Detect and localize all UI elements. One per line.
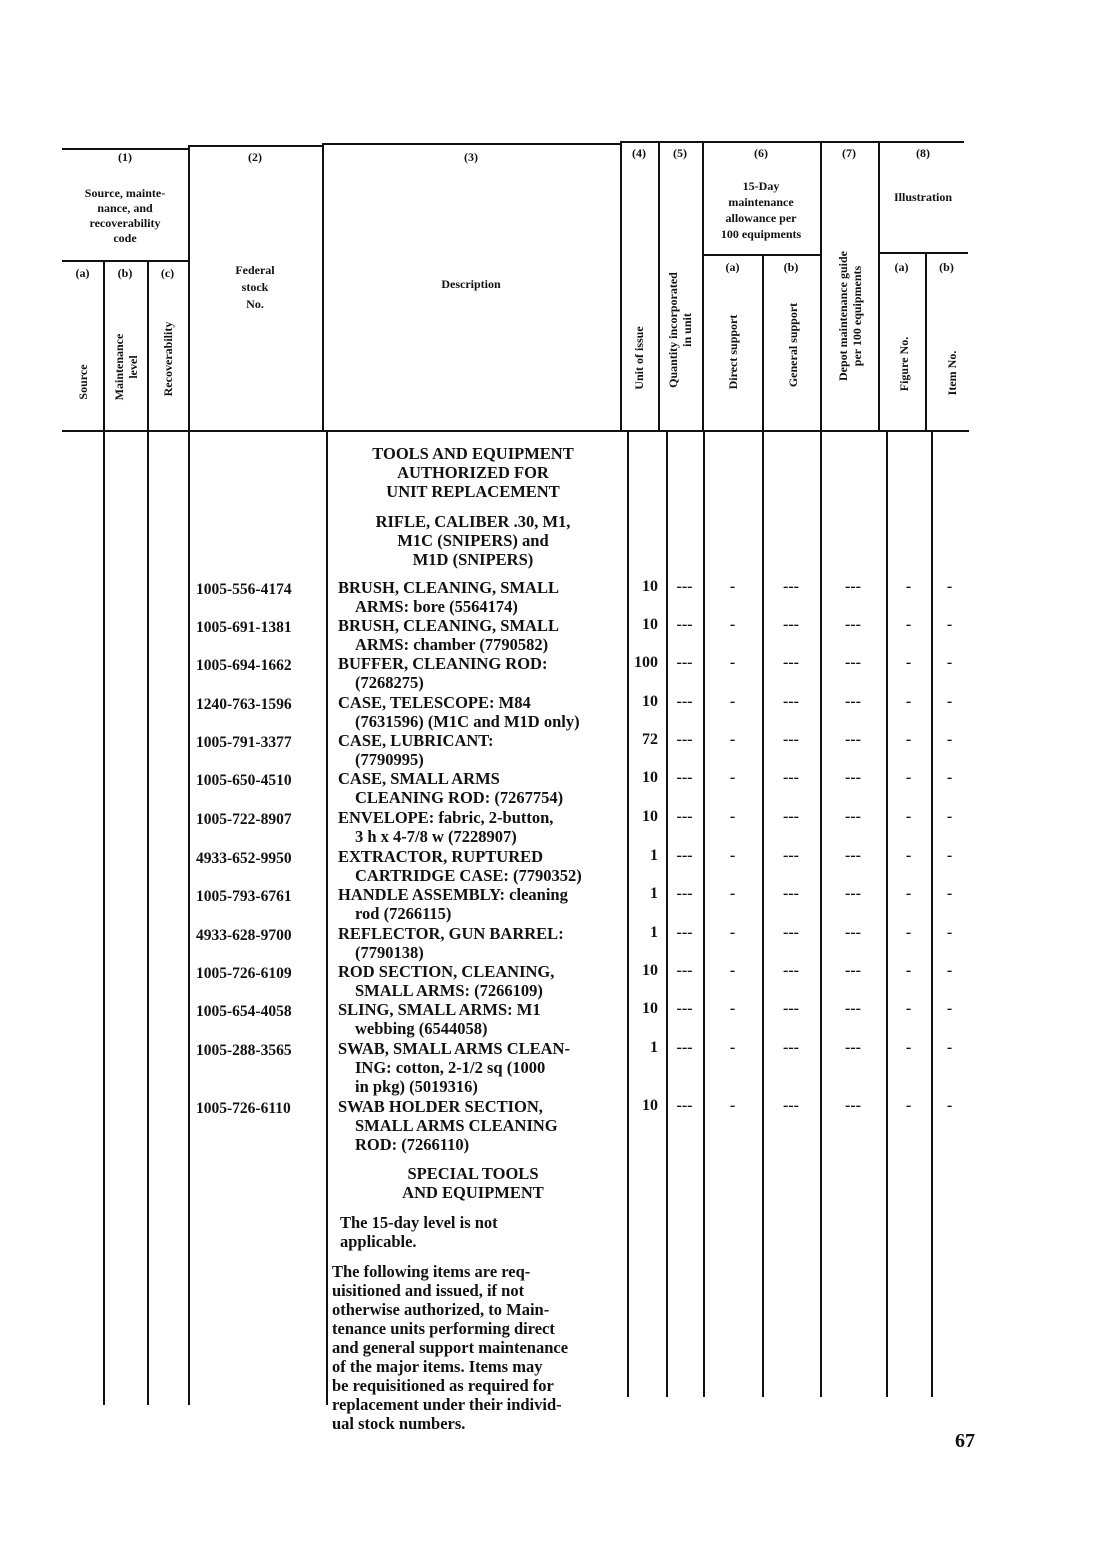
depot-guide-dash: --- [845,1000,861,1017]
stock-number: 1005-726-6109 [196,965,292,982]
stock-number: 1240-763-1596 [196,696,292,713]
vline-b-9 [820,432,822,1397]
col8b-label: Item No. [945,350,959,396]
col8a-number: (a) [894,260,909,274]
note-requisition: The following items are req- uisitioned and issued, if not otherwise authorized, to Main- tenance units performing direct and general support maintenance of the major items. Items may be requisitioned as required for replacement under their individ- ual stock numbers. [332,1262,569,1433]
item-description [338,616,628,654]
vline-h-1c [147,260,149,432]
item-dash: - [946,654,953,671]
figure-dash: - [905,808,912,825]
stock-number: 4933-628-9700 [196,927,292,944]
direct-support-dash: - [729,578,736,595]
item-dash: - [946,616,953,633]
unit-of-issue: 1 [650,885,658,902]
description-line: CASE, LUBRICANT: [338,731,494,750]
unit-of-issue: 10 [642,578,658,595]
col5-label: Quantity incorporated in unit [666,272,694,388]
item-dash: - [946,693,953,710]
col1a-number: (a) [75,266,90,280]
unit-of-issue: 10 [642,616,658,633]
description-line: (7268275) [355,673,424,692]
item-description [338,924,628,962]
section-subtitle-rifle: RIFLE, CALIBER .30, M1, M1C (SNIPERS) and M1D (SNIPERS) [375,512,571,569]
vline-b-4 [326,432,328,1405]
vline-h-6b [762,254,764,432]
description-line: BUFFER, CLEANING ROD: [338,654,548,673]
unit-of-issue: 100 [634,654,658,671]
item-description [338,578,628,616]
item-description [338,769,628,807]
figure-dash: - [905,962,912,979]
direct-support-dash: - [729,1097,736,1114]
quantity-dash: --- [676,731,693,748]
quantity-dash: --- [676,693,693,710]
quantity-dash: --- [676,924,693,941]
quantity-dash: --- [676,847,693,864]
description-line: EXTRACTOR, RUPTURED [338,847,544,866]
rule-top-col3 [322,143,622,145]
col1a-label: Source [76,364,90,400]
direct-support-dash: - [729,924,736,941]
description-line: 3 h x 4-7/8 w (7228907) [355,827,517,846]
stock-number: 1005-726-6110 [196,1100,291,1117]
description-line: REFLECTOR, GUN BARREL: [338,924,564,943]
figure-dash: - [905,578,912,595]
description-line: ROD: (7266110) [355,1135,470,1154]
depot-guide-dash: --- [845,924,861,941]
description-line: BRUSH, CLEANING, SMALL [338,578,559,597]
vline-b-8 [762,432,764,1397]
item-dash: - [946,1000,953,1017]
section-title-special-tools: SPECIAL TOOLS AND EQUIPMENT [402,1164,544,1202]
col6a-label: Direct support [726,314,740,390]
col1-title: Source, mainte- nance, and recoverability code [84,186,166,245]
stock-number: 1005-288-3565 [196,1042,292,1059]
depot-guide-dash: --- [845,769,861,786]
rule-top-right [622,141,964,143]
col8-number: (8) [916,146,930,160]
depot-guide-dash: --- [845,885,861,902]
vline-b-1 [103,432,105,1405]
description-line: in pkg) (5019316) [355,1077,478,1096]
col6a-number: (a) [725,260,740,274]
depot-guide-dash: --- [845,654,861,671]
description-line: SMALL ARMS CLEANING [355,1116,558,1135]
description-line: SWAB, SMALL ARMS CLEAN- [338,1039,570,1058]
col5-number: (5) [673,146,687,160]
stock-number: 1005-793-6761 [196,888,292,905]
depot-guide-dash: --- [845,1097,861,1114]
description-line: rod (7266115) [355,904,452,923]
item-description [338,808,628,846]
general-support-dash: --- [783,1097,799,1114]
description-line: ENVELOPE: fabric, 2-button, [338,808,554,827]
depot-guide-dash: --- [845,808,861,825]
quantity-dash: --- [676,1097,693,1114]
figure-dash: - [905,847,912,864]
item-dash: - [946,962,953,979]
stock-number: 1005-791-3377 [196,734,292,751]
vline-h-1b [103,260,105,432]
figure-dash: - [905,731,912,748]
col1b-label: Maintenance level [112,333,140,401]
direct-support-dash: - [729,693,736,710]
depot-guide-dash: --- [845,847,861,864]
item-dash: - [946,847,953,864]
description-line: webbing (6544058) [355,1019,488,1038]
stock-number: 1005-650-4510 [196,772,292,789]
direct-support-dash: - [729,616,736,633]
item-description [338,885,628,923]
quantity-dash: --- [676,578,693,595]
item-dash: - [946,885,953,902]
description-line: ARMS: bore (5564174) [355,597,518,616]
item-description [338,731,628,769]
vline-h-5 [658,141,660,432]
unit-of-issue: 72 [642,731,658,748]
quantity-dash: --- [676,769,693,786]
figure-dash: - [905,769,912,786]
vline-b-11 [931,432,933,1397]
depot-guide-dash: --- [845,616,861,633]
general-support-dash: --- [783,885,799,902]
col8a-label: Figure No. [897,336,911,392]
description-line: BRUSH, CLEANING, SMALL [338,616,559,635]
col2-title: Federal stock No. [235,263,275,311]
col6b-number: (b) [783,260,799,274]
vline-h-8 [878,141,880,432]
item-description [338,847,628,885]
quantity-dash: --- [676,885,693,902]
description-line: ING: cotton, 2-1/2 sq (1000 [355,1058,546,1077]
figure-dash: - [905,924,912,941]
col6b-label: General support [786,302,800,388]
col2-number: (2) [248,150,262,164]
figure-dash: - [905,654,912,671]
depot-guide-dash: --- [845,578,861,595]
description-line: SLING, SMALL ARMS: M1 [338,1000,541,1019]
stock-number: 4933-652-9950 [196,850,292,867]
general-support-dash: --- [783,847,799,864]
item-description [338,693,628,731]
depot-guide-dash: --- [845,731,861,748]
direct-support-dash: - [729,731,736,748]
item-description [338,1097,628,1154]
col3-title: Description [441,277,501,291]
unit-of-issue: 1 [650,924,658,941]
figure-dash: - [905,885,912,902]
unit-of-issue: 1 [650,847,658,864]
general-support-dash: --- [783,1000,799,1017]
general-support-dash: --- [783,769,799,786]
item-description [338,1039,628,1096]
item-description [338,962,628,1000]
direct-support-dash: - [729,1039,736,1056]
direct-support-dash: - [729,885,736,902]
stock-number: 1005-722-8907 [196,811,292,828]
unit-of-issue: 10 [642,962,658,979]
stock-number: 1005-694-1662 [196,657,292,674]
col7-number: (7) [842,146,856,160]
item-dash: - [946,578,953,595]
stock-number: 1005-556-4174 [196,581,292,598]
depot-guide-dash: --- [845,962,861,979]
general-support-dash: --- [783,731,799,748]
vline-h-4 [620,141,622,432]
direct-support-dash: - [729,808,736,825]
description-line: SWAB HOLDER SECTION, [338,1097,543,1116]
item-dash: - [946,924,953,941]
item-description [338,654,628,692]
unit-of-issue: 10 [642,1000,658,1017]
figure-dash: - [905,1000,912,1017]
figure-dash: - [905,616,912,633]
quantity-dash: --- [676,1000,693,1017]
direct-support-dash: - [729,654,736,671]
col8-title: Illustration [893,190,952,204]
description-line: CASE, TELESCOPE: M84 [338,693,531,712]
unit-of-issue: 10 [642,769,658,786]
item-dash: - [946,1039,953,1056]
stock-number: 1005-654-4058 [196,1003,292,1020]
rule-header-bottom [62,430,969,432]
section-title-unit-replacement: TOOLS AND EQUIPMENT AUTHORIZED FOR UNIT REPLACEMENT [372,444,574,501]
col1c-number: (c) [160,266,175,280]
description-line: CASE, SMALL ARMS [338,769,500,788]
quantity-dash: --- [676,616,693,633]
quantity-dash: --- [676,654,693,671]
col1b-number: (b) [117,266,133,280]
general-support-dash: --- [783,924,799,941]
vline-b-2 [147,432,149,1405]
vline-h-7 [820,141,822,432]
unit-of-issue: 10 [642,693,658,710]
rule-sub-col8 [878,252,968,254]
direct-support-dash: - [729,769,736,786]
col6-title: 15-Day maintenance allowance per 100 equipments [720,179,802,241]
col4-label: Unit of issue [632,326,646,390]
page-number: 67 [955,1430,975,1452]
description-line: CLEANING ROD: (7267754) [355,788,564,807]
stock-number: 1005-691-1381 [196,619,292,636]
vline-h-8b [925,252,927,432]
vline-b-7 [703,432,705,1397]
item-dash: - [946,1097,953,1114]
item-dash: - [946,769,953,786]
general-support-dash: --- [783,808,799,825]
general-support-dash: --- [783,962,799,979]
col1c-label: Recoverability [161,321,175,397]
quantity-dash: --- [676,808,693,825]
vline-b-10 [886,432,888,1397]
item-dash: - [946,731,953,748]
description-line: ROD SECTION, CLEANING, [338,962,555,981]
general-support-dash: --- [783,578,799,595]
col4-number: (4) [632,146,646,160]
quantity-dash: --- [676,962,693,979]
vline-b-3 [188,432,190,1405]
general-support-dash: --- [783,654,799,671]
unit-of-issue: 1 [650,1039,658,1056]
general-support-dash: --- [783,616,799,633]
figure-dash: - [905,1097,912,1114]
unit-of-issue: 10 [642,1097,658,1114]
item-dash: - [946,808,953,825]
description-line: ARMS: chamber (7790582) [355,635,549,654]
description-line: (7790995) [355,750,424,769]
figure-dash: - [905,1039,912,1056]
col8b-number: (b) [939,260,954,274]
general-support-dash: --- [783,693,799,710]
vline-b-6 [666,432,668,1397]
description-line: (7631596) (M1C and M1D only) [355,712,580,731]
figure-dash: - [905,693,912,710]
rule-top-col2 [188,145,322,147]
direct-support-dash: - [729,847,736,864]
unit-of-issue: 10 [642,808,658,825]
item-description [338,1000,628,1038]
description-line: CARTRIDGE CASE: (7790352) [355,866,582,885]
col6-number: (6) [754,146,768,160]
col1-number: (1) [118,150,132,164]
direct-support-dash: - [729,962,736,979]
rule-sub-col1 [62,260,188,262]
note-15-day: The 15-day level is not applicable. [340,1213,498,1251]
depot-guide-dash: --- [845,693,861,710]
description-line: (7790138) [355,943,424,962]
description-line: HANDLE ASSEMBLY: cleaning [338,885,568,904]
depot-guide-dash: --- [845,1039,861,1056]
direct-support-dash: - [729,1000,736,1017]
quantity-dash: --- [676,1039,693,1056]
general-support-dash: --- [783,1039,799,1056]
col3-number: (3) [464,150,478,164]
description-line: SMALL ARMS: (7266109) [355,981,543,1000]
col7-label: Depot maintenance guide per 100 equipments [836,251,864,381]
